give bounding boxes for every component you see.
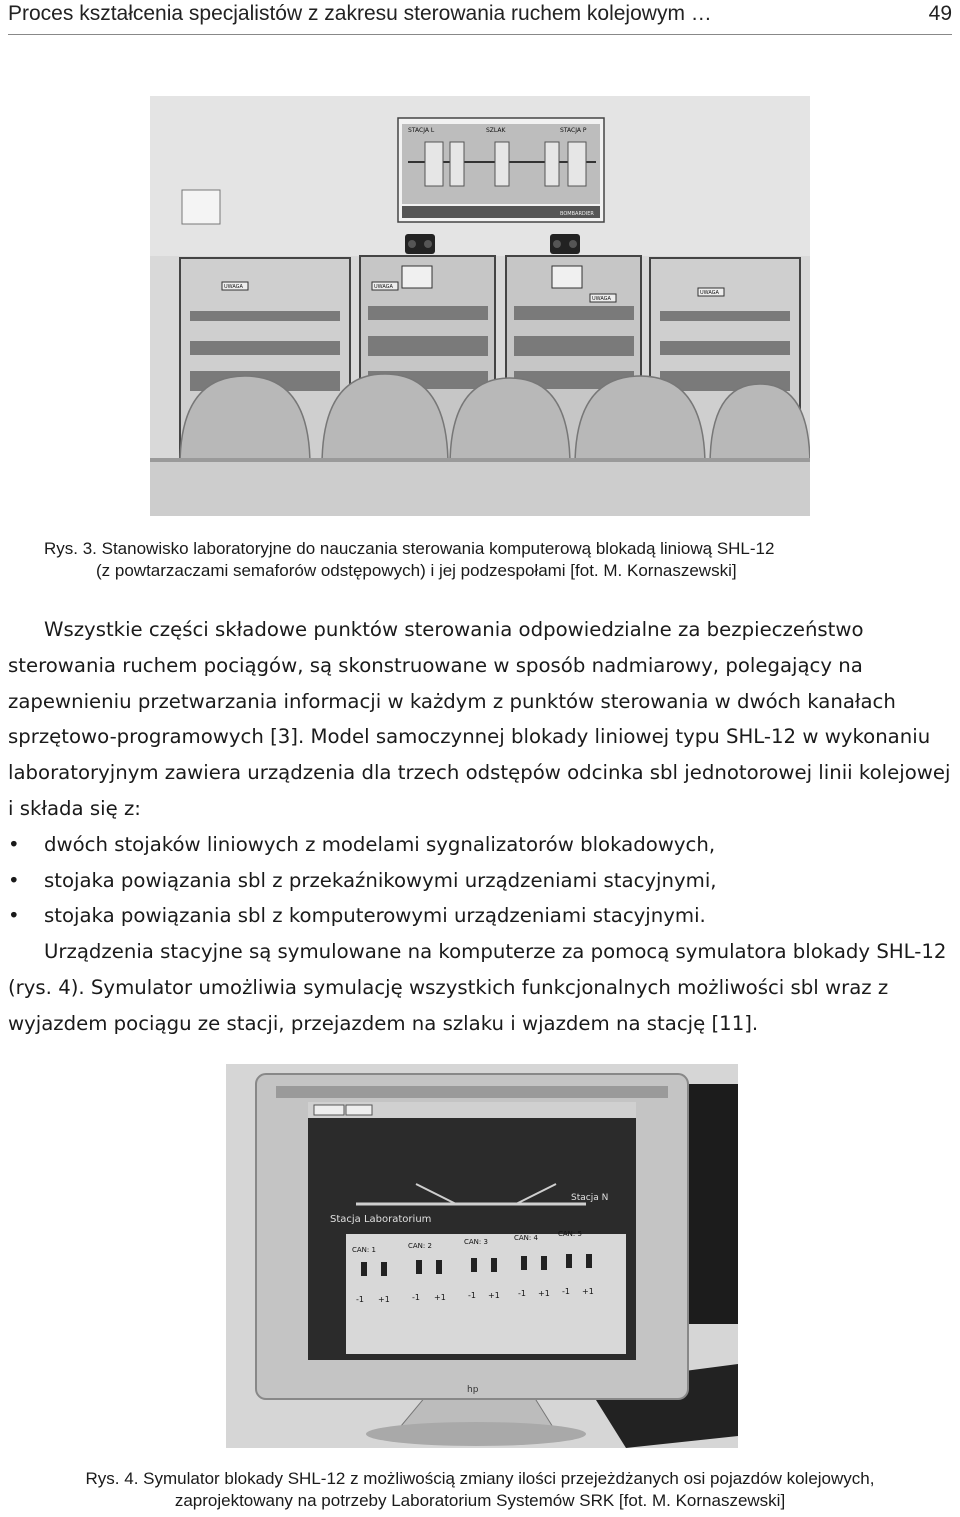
axis-label: +1 bbox=[488, 1291, 500, 1300]
running-title: Proces kształcenia specjalistów z zakresu sterowania ruchem kolejowym … bbox=[8, 2, 712, 25]
cabinet-label-4: UWAGA bbox=[700, 290, 719, 296]
cabinet-label-2: UWAGA bbox=[374, 284, 393, 290]
can-label-1: CAN: 1 bbox=[352, 1246, 376, 1254]
running-header bbox=[8, 0, 952, 35]
lab-stand-illustration bbox=[150, 96, 810, 516]
can-label-5: CAN: 5 bbox=[558, 1230, 582, 1238]
figure1-caption bbox=[44, 538, 944, 582]
cabinet-label-1: UWAGA bbox=[224, 284, 243, 290]
axis-label: -1 bbox=[412, 1293, 420, 1302]
cabinet-label-3: UWAGA bbox=[592, 296, 611, 302]
axis-label: -1 bbox=[562, 1287, 570, 1296]
panel-brand: BOMBARDIER bbox=[560, 211, 594, 217]
figure-simulator-photo bbox=[226, 1064, 738, 1448]
panel-label-middle: SZLAK bbox=[486, 127, 506, 134]
figure-lab-stand-photo bbox=[150, 96, 810, 516]
list-item: • stojaka powiązania sbl z komputerowymi urządzeniami stacyjnymi. bbox=[8, 904, 706, 928]
figure2-caption bbox=[0, 1468, 960, 1512]
axis-label: +1 bbox=[582, 1287, 594, 1296]
axis-label: -1 bbox=[468, 1291, 476, 1300]
page-number: 49 bbox=[928, 2, 952, 25]
figure1-caption-line1: Rys. 3. Stanowisko laboratoryjne do nauczania sterowania komputerową blokadą liniową SHL-12 bbox=[44, 539, 775, 558]
simulator-illustration bbox=[226, 1064, 738, 1448]
figure2-caption-line1: Rys. 4. Symulator blokady SHL-12 z możliwością zmiany ilości przejeżdżanych osi pojazdów kolejowych, bbox=[85, 1469, 875, 1488]
can-label-4: CAN: 4 bbox=[514, 1234, 538, 1242]
body-paragraph-2: Urządzenia stacyjne są symulowane na komputerze za pomocą symulatora blokady SHL-12 (rys. 4). Symulator umożliwia symulację wszystkich funkcjonalnych możliwości sbl wraz z wyjazdem pociągu ze stacji, przejazdem na szlaku i wjazdem na stację [11]. bbox=[8, 940, 947, 1035]
wall-diagram-panel bbox=[398, 118, 604, 222]
figure2-caption-line2: zaprojektowany na potrzeby Laboratorium Systemów SRK [fot. M. Kornaszewski] bbox=[174, 1491, 786, 1510]
body-paragraph-1: Wszystkie części składowe punktów sterowania odpowiedzialne za bezpieczeństwo sterowania ruchem pociągów, są skonstruowane w sposób nadmiarowy, polegający na zapewnieniu przetwarzania informacji w każdym z punktów sterowania w dwóch kanałach sprzętowo-programowych [3]. Model samoczynnej blokady liniowej typu SHL-12 w wykonaniu laboratoryjnym zawiera urządzenia dla trzech odstępów odcinka sbl jednotorowej linii kolejowej i składa się z: bbox=[8, 618, 951, 820]
component-list bbox=[8, 827, 960, 934]
axis-label: +1 bbox=[434, 1293, 446, 1302]
axis-label: -1 bbox=[518, 1289, 526, 1298]
body-text bbox=[8, 612, 960, 1042]
axis-label: +1 bbox=[538, 1289, 550, 1298]
can-label-2: CAN: 2 bbox=[408, 1242, 432, 1250]
screen-station-left: Stacja Laboratorium bbox=[330, 1214, 432, 1225]
monitor-brand: hp bbox=[467, 1385, 479, 1395]
figure1-caption-line2: (z powtarzaczami semaforów odstępowych) i jej podzespołami [fot. M. Kornaszewski] bbox=[96, 561, 737, 580]
list-item: • stojaka powiązania sbl z przekaźnikowymi urządzeniami stacyjnymi, bbox=[8, 868, 717, 892]
list-item: • dwóch stojaków liniowych z modelami sygnalizatorów blokadowych, bbox=[8, 832, 716, 856]
panel-label-right: STACJA P bbox=[560, 127, 587, 134]
panel-label-left: STACJA L bbox=[408, 127, 435, 134]
can-label-3: CAN: 3 bbox=[464, 1238, 488, 1246]
axis-label: -1 bbox=[356, 1295, 364, 1304]
axis-label: +1 bbox=[378, 1295, 390, 1304]
screen-station-right: Stacja N bbox=[571, 1193, 609, 1203]
